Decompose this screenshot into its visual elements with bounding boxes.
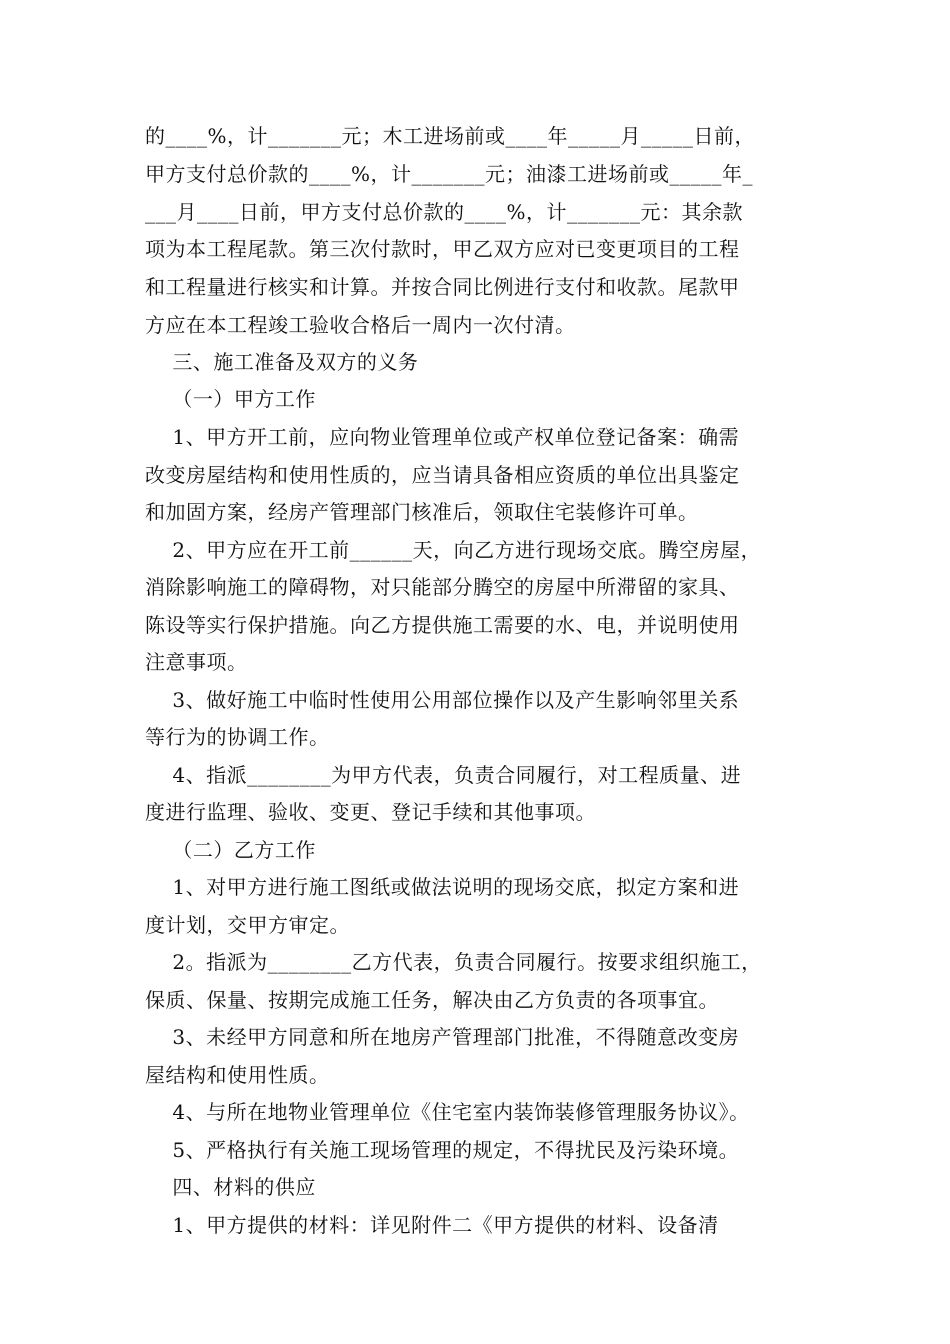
text-line: 屋结构和使用性质。 — [145, 1063, 330, 1087]
text-line: 保质、保量、按期完成施工任务，解决由乙方负责的各项事宜。 — [145, 988, 719, 1012]
text-line: 1、甲方开工前，应向物业管理单位或产权单位登记备案：确需 — [145, 425, 740, 449]
text-line: 4、指派________为甲方代表，负责合同履行，对工程质量、进 — [145, 763, 742, 787]
text-line: 消除影响施工的障碍物，对只能部分腾空的房屋中所滞留的家具、 — [145, 575, 740, 599]
text-line: 和工程量进行核实和计算。并按合同比例进行支付和收款。尾款甲 — [145, 275, 740, 299]
text-line: 甲方支付总价款的____%，计_______元；油漆工进场前或_____年_ — [145, 162, 754, 186]
text-line: 等行为的协调工作。 — [145, 725, 330, 749]
text-line: 5、严格执行有关施工现场管理的规定，不得扰民及污染环境。 — [145, 1138, 740, 1162]
subsection-heading: （一）甲方工作 — [145, 387, 316, 411]
text-line: ___月____日前，甲方支付总价款的____%，计_______元：其余款 — [145, 200, 744, 224]
text-line: 1、甲方提供的材料：详见附件二《甲方提供的材料、设备清 — [145, 1213, 719, 1237]
text-line: 陈设等实行保护措施。向乙方提供施工需要的水、电，并说明使用 — [145, 613, 740, 637]
section-heading: 四、材料的供应 — [145, 1175, 316, 1199]
text-line: 3、未经甲方同意和所在地房产管理部门批准，不得随意改变房 — [145, 1025, 740, 1049]
text-line: 1、对甲方进行施工图纸或做法说明的现场交底，拟定方案和进 — [145, 875, 740, 899]
text-line: 度进行监理、验收、变更、登记手续和其他事项。 — [145, 800, 596, 824]
subsection-heading: （二）乙方工作 — [145, 838, 316, 862]
section-heading: 三、施工准备及双方的义务 — [145, 350, 419, 374]
text-line: 注意事项。 — [145, 650, 248, 674]
text-line: 项为本工程尾款。第三次付款时，甲乙双方应对已变更项目的工程 — [145, 237, 740, 261]
text-line: 改变房屋结构和使用性质的，应当请具备相应资质的单位出具鉴定 — [145, 463, 740, 487]
text-line: 4、与所在地物业管理单位《住宅室内装饰装修管理服务协议》。 — [145, 1100, 750, 1124]
text-line: 方应在本工程竣工验收合格后一周内一次付清。 — [145, 313, 576, 337]
text-line: 3、做好施工中临时性使用公用部位操作以及产生影响邻里关系 — [145, 688, 740, 712]
text-line: 2。指派为________乙方代表，负责合同履行。按要求组织施工， — [145, 950, 762, 974]
text-line: 2、甲方应在开工前______天，向乙方进行现场交底。腾空房屋， — [145, 538, 762, 562]
text-line: 和加固方案，经房产管理部门核准后，领取住宅装修许可单。 — [145, 500, 699, 524]
text-line: 的____%，计_______元；木工进场前或____年_____月_____日前， — [145, 124, 756, 148]
text-line: 度计划，交甲方审定。 — [145, 913, 350, 937]
